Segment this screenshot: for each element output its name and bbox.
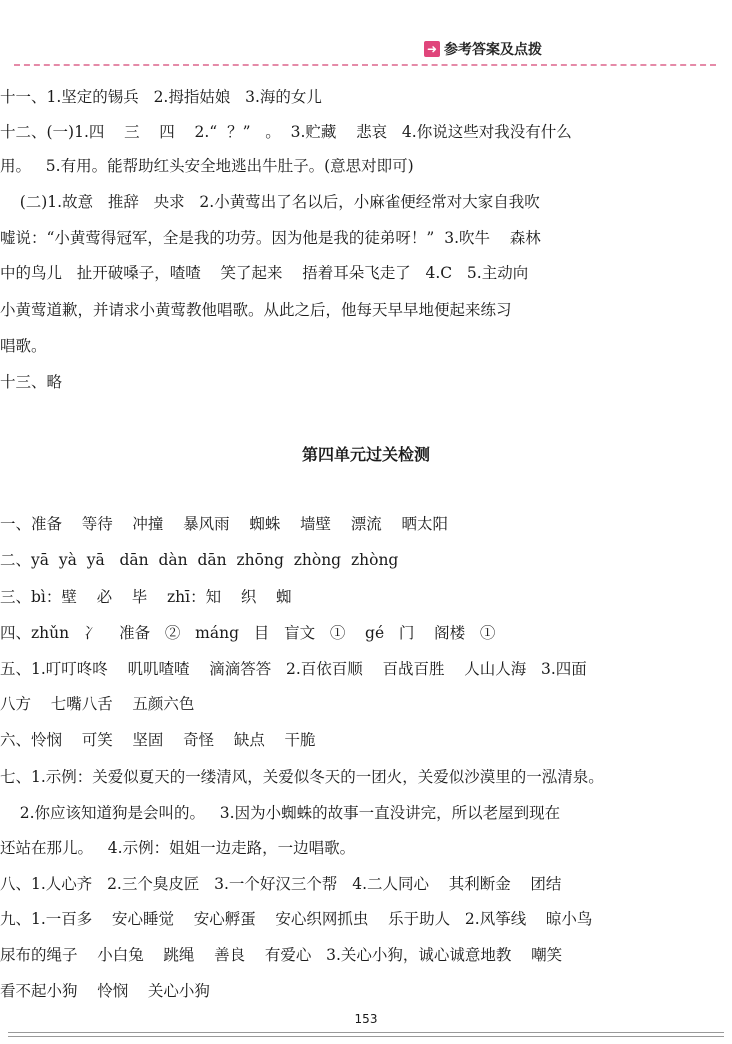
page-number: 153 bbox=[354, 1012, 378, 1026]
text-line: 小黄莺道歉，并请求小黄莺教他唱歌。从此之后，他每天早早地便起来练习 bbox=[0, 301, 512, 319]
arrow-right-icon: ➜ bbox=[424, 41, 440, 57]
header-divider bbox=[14, 64, 716, 66]
section-badge bbox=[424, 38, 542, 60]
text-line: 四、zhǔn 冫 准备 ② máng 目 盲文 ① gé 门 阁楼 ① bbox=[0, 624, 496, 642]
badge-text: 参考答案及点拨 bbox=[444, 42, 542, 58]
text-line: 六、怜悯 可笑 坚固 奇怪 缺点 干脆 bbox=[0, 731, 316, 749]
text-line: 二、yā yà yā dān dàn dān zhōng zhòng zhòng bbox=[0, 551, 399, 569]
text-line: 尿布的绳子 小白兔 跳绳 善良 有爱心 3.关心小狗，诚心诚意地教 嘲笑 bbox=[0, 946, 563, 964]
footer-rule bbox=[8, 1032, 724, 1037]
text-line: 用。 5.有用。能帮助红头安全地逃出牛肚子。(意思对即可) bbox=[0, 157, 414, 175]
text-line: 中的鸟儿 扯开破嗓子，喳喳 笑了起来 捂着耳朵飞走了 4.C 5.主动向 bbox=[0, 264, 529, 282]
text-line: (二)1.故意 推辞 央求 2.小黄莺出了名以后，小麻雀便经常对大家自我吹 bbox=[0, 193, 540, 211]
page-header bbox=[0, 0, 732, 70]
text-line: 看不起小狗 怜悯 关心小狗 bbox=[0, 982, 210, 1000]
text-line: 2.你应该知道狗是会叫的。 3.因为小蜘蛛的故事一直没讲完，所以老屋到现在 bbox=[0, 804, 561, 822]
text-line: 八方 七嘴八舌 五颜六色 bbox=[0, 695, 195, 713]
text-line: 三、bì：壁 必 毕 zhī：知 织 蜘 bbox=[0, 588, 292, 606]
section-title: 第四单元过关检测 bbox=[301, 445, 430, 464]
text-line: 一、准备 等待 冲撞 暴风雨 蜘蛛 墙壁 漂流 晒太阳 bbox=[0, 515, 448, 533]
text-line: 八、1.人心齐 2.三个臭皮匠 3.一个好汉三个帮 4.二人同心 其利断金 团结 bbox=[0, 875, 562, 893]
text-line: 还站在那儿。 4.示例：姐姐一边走路，一边唱歌。 bbox=[0, 839, 356, 857]
text-line: 十一、1.坚定的锡兵 2.拇指姑娘 3.海的女儿 bbox=[0, 88, 322, 106]
text-line: 七、1.示例：关爱似夏天的一缕清风，关爱似冬天的一团火，关爱似沙漠里的一泓清泉。 bbox=[0, 768, 604, 786]
text-line: 唱歌。 bbox=[0, 337, 47, 355]
text-line: 十二、(一)1.四 三 四 2.“ ？” 。 3.贮藏 悲哀 4.你说这些对我没有什么 bbox=[0, 123, 572, 141]
text-line: 五、1.叮叮咚咚 叽叽喳喳 滴滴答答 2.百依百顺 百战百胜 人山人海 3.四面 bbox=[0, 660, 587, 678]
text-line: 十三、略 bbox=[0, 373, 63, 391]
text-line: 九、1.一百多 安心睡觉 安心孵蛋 安心织网抓虫 乐于助人 2.风筝线 晾小鸟 bbox=[0, 910, 593, 928]
text-line: 嘘说：“小黄莺得冠军，全是我的功劳。因为他是我的徒弟呀！” 3.吹牛 森林 bbox=[0, 229, 541, 247]
